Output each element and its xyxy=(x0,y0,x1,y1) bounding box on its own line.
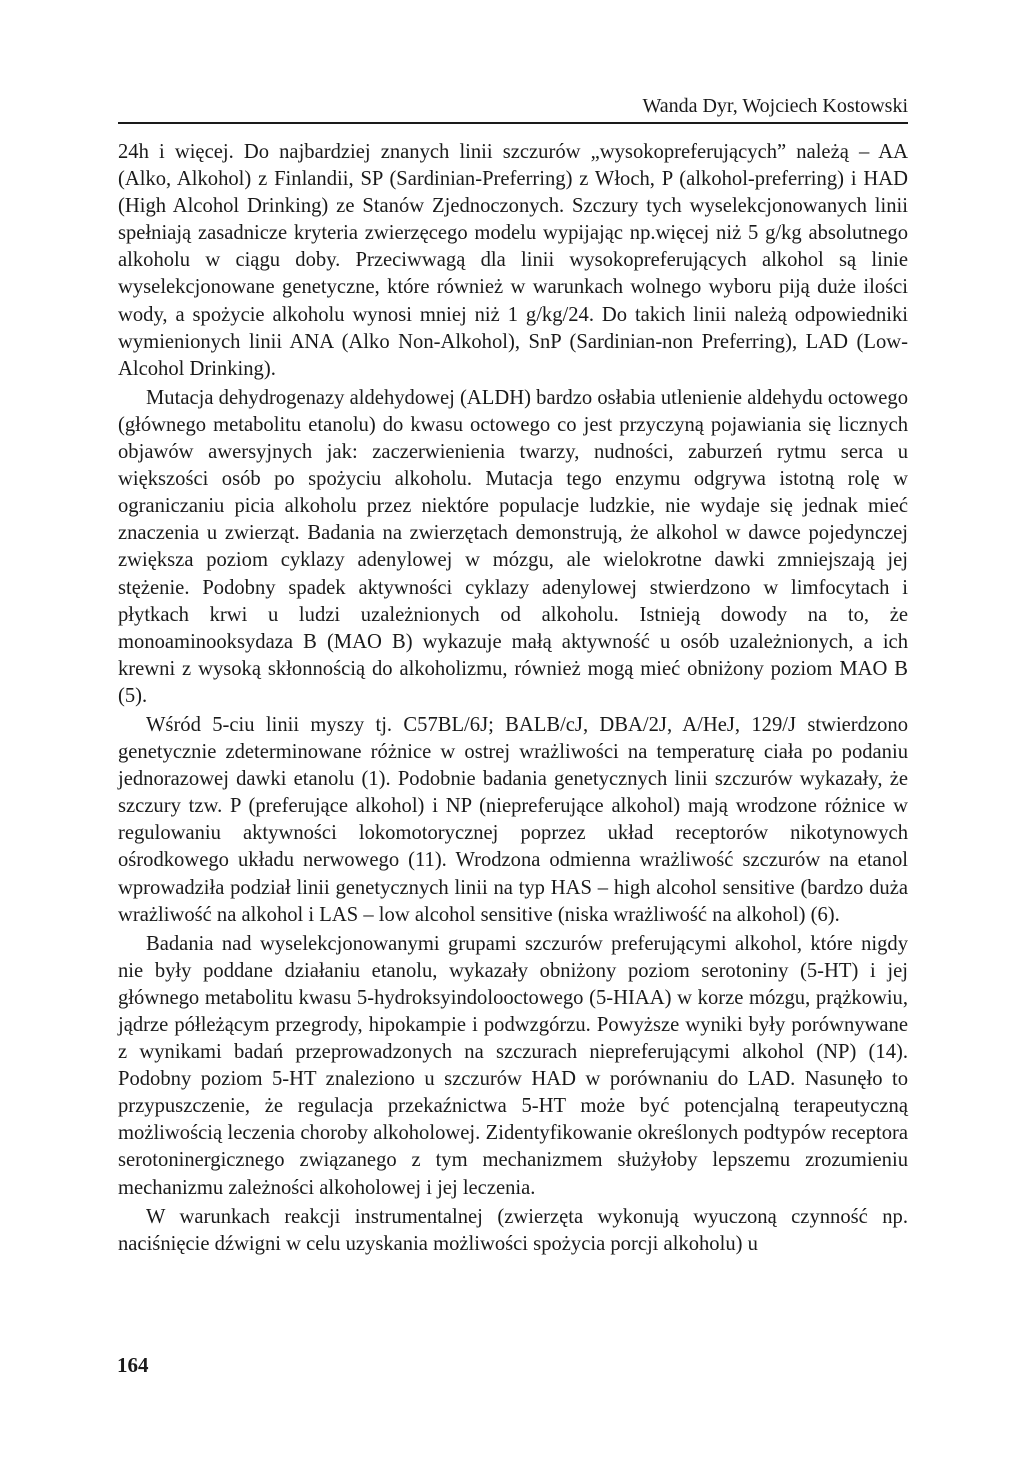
header-rule xyxy=(118,122,908,124)
paragraph-1: 24h i więcej. Do najbardziej znanych linii szczurów „wysokopreferujących” należą – AA (Alko, Alkohol) z Finlandii, SP (Sardinian-Preferring) z Włoch, P (alkohol-preferring) i HAD (High Alcohol Drinking) ze Stanów Zjednoczonych. Szczury tych wyselekcjonowanych linii spełniają zasadnicze kryteria zwierzęcego modelu wypijając np.więcej niż 5 g/kg absolutnego alkoholu w ciągu doby. Przeciwwagą dla linii wysokopreferujących alkohol są linie wyselekcjonowane genetyczne, które również w warunkach wolnego wyboru piją duże ilości wody, a spożycie alkoholu wynosi mniej niż 1 g/kg/24. Do takich linii należą odpowiedniki wymienionych linii ANA (Alko Non-Alkohol), SnP (Sardinian-non Preferring), LAD (Low-Alcohol Drinking). xyxy=(118,141,908,380)
page-number: 164 xyxy=(117,1353,149,1377)
paragraph-4: Badania nad wyselekcjonowanymi grupami szczurów preferującymi alkohol, które nigdy nie były poddane działaniu etanolu, wykazały obniżony poziom serotoniny (5-HT) i jej głównego metabolitu kwasu 5-hydroksyindolooctowego (5-HIAA) w korze mózgu, prążkowiu, jądrze półleżącym przegrody, hipokampie i podwzgórzu. Powyższe wyniki były porównywane z wynikami badań przeprowadzonych na szczurach niepreferującymi alkohol (NP) (14). Podobny poziom 5-HT znaleziono u szczurów HAD w porównaniu do LAD. Nasunęło to przypuszczenie, że regulacja przekaźnictwa 5-HT może być potencjalną terapeutyczną możliwością leczenia choroby alkoholowej. Zidentyfikowanie określonych podtypów receptora serotoninergicznego związanego z tym mechanizmem służyłoby lepszemu zrozumieniu mechanizmu zależności alkoholowej i jej leczenia. xyxy=(118,932,908,1199)
paragraph-3: Wśród 5-ciu linii myszy tj. C57BL/6J; BALB/cJ, DBA/2J, A/HeJ, 129/J stwierdzono genetycznie zdeterminowane różnice w ostrej wrażliwości na temperaturę ciała po podaniu jednorazowej dawki etanolu (1). Podobnie badania genetycznych linii szczurów wykazały, że szczury tzw. P (preferujące alkohol) i NP (niepreferujące alkohol) mają wrodzone różnice w regulowaniu aktywności lokomotorycznej poprzez układ receptorów nikotynowych ośrodkowego układu nerwowego (11). Wrodzona odmienna wrażliwość szczurów na etanol wprowadziła podział linii genetycznych linii na typ HAS – high alcohol sensitive (bardzo duża wrażliwość na alkohol i LAS – low alcohol sensitive (niska wrażliwość na alkohol) (6). xyxy=(118,713,908,926)
running-head: Wanda Dyr, Wojciech Kostowski xyxy=(642,95,908,117)
paragraph-2: Mutacja dehydrogenazy aldehydowej (ALDH) bardzo osłabia utlenienie aldehydu octowego (głównego metabolitu etanolu) do kwasu octowego co jest przyczyną pojawiania się licznych objawów awersyjnych jak: zaczerwienienia twarzy, nudności, zaburzeń rytmu serca u większości osób po spożyciu alkoholu. Mutacja tego enzymu odgrywa istotną rolę w ograniczaniu picia alkoholu przez niektóre populacje ludzkie, nie wydaje się jednak mieć znaczenia u zwierząt. Badania na zwierzętach demonstrują, że alkohol w dawce pojedynczej zwiększa poziom cyklazy adenylowej w mózgu, ale wielokrotne dawki zmniejszają jej stężenie. Podobny spadek aktywności cyklazy adenylowej stwierdzono w limfocytach i płytkach krwi u ludzi uzależnionych od alkoholu. Istnieją dowody na to, że monoaminooksydaza B (MAO B) wykazuje małą aktywność u osób uzależnionych, a ich krewni z wysoką skłonnością do alkoholizmu, również mogą mieć obniżony poziom MAO B (5). xyxy=(118,386,908,707)
paragraph-5: W warunkach reakcji instrumentalnej (zwierzęta wykonują wyuczoną czynność np. naciśnięcie dźwigni w celu uzyskania możliwości spożycia porcji alkoholu) u xyxy=(118,1205,908,1255)
body-text xyxy=(118,139,908,1258)
